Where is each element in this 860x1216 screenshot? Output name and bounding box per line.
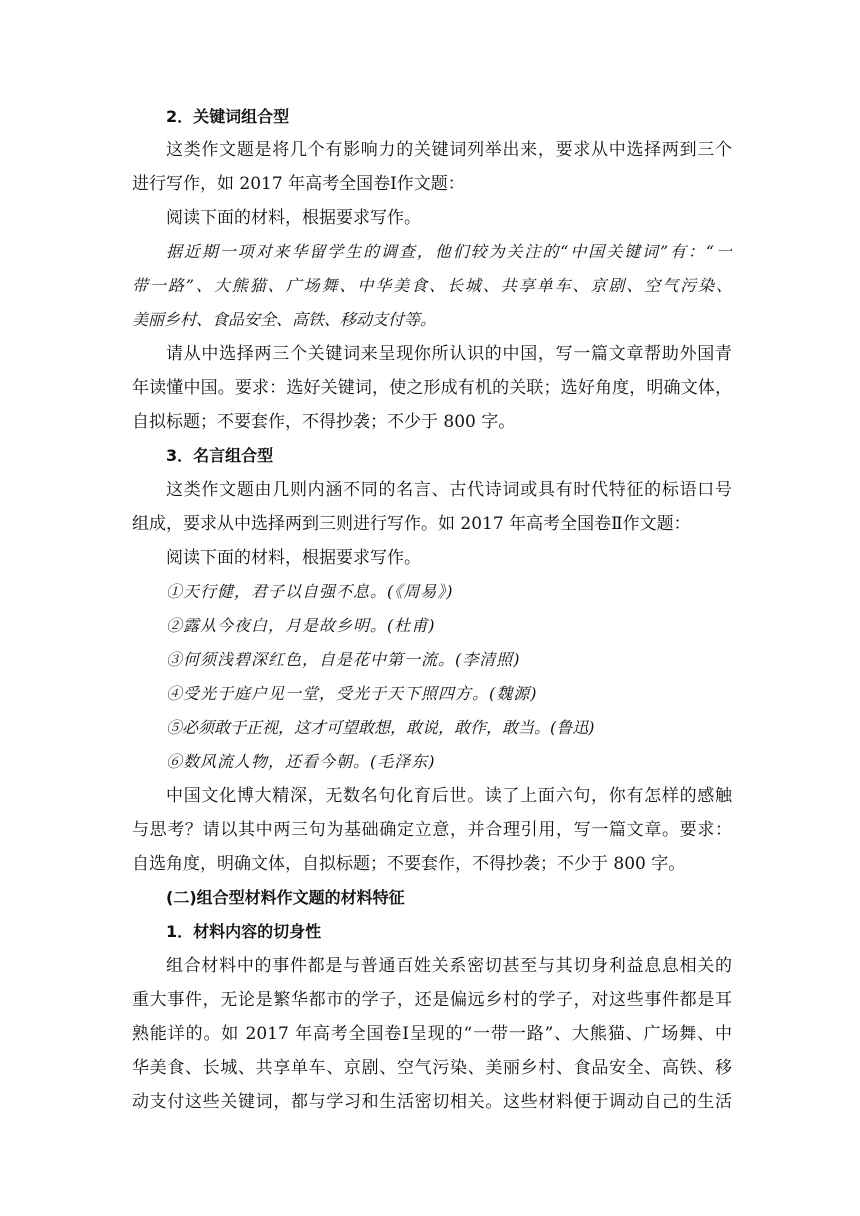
quote-item-2: ②露从今夜白，月是故乡明。(杜甫) bbox=[166, 616, 436, 635]
paragraph-line: 阅读下面的材料，根据要求写作。 bbox=[166, 208, 421, 228]
quote-item-4: ④受光于庭户见一堂，受光于天下照四方。(魏源) bbox=[166, 684, 538, 703]
section-heading-quote-combination: 3．名言组合型 bbox=[166, 446, 274, 465]
paragraph-line: 动支付这些关键词，都与学习和生活密切相关。这些材料便于调动自己的生活 bbox=[132, 1092, 732, 1112]
paragraph-line: 与思考？请以其中两三句为基础确定立意，并合理引用，写一篇文章。要求： bbox=[132, 820, 732, 840]
quote-item-3: ③何须浅碧深红色，自是花中第一流。(李清照) bbox=[166, 650, 521, 669]
paragraph-line: 中国文化博大精深，无数名句化育后世。读了上面六句，你有怎样的感触 bbox=[166, 786, 732, 806]
paragraph-line: 华美食、长城、共享单车、京剧、空气污染、美丽乡村、食品安全、高铁、移 bbox=[132, 1058, 732, 1078]
paragraph-line: 组成，要求从中选择两到三则进行写作。如 2017 年高考全国卷Ⅱ作文题： bbox=[132, 514, 691, 534]
section-heading-material-features: (二)组合型材料作文题的材料特征 bbox=[166, 888, 405, 907]
quote-item-5: ⑤必须敢于正视，这才可望敢想，敢说，敢作，敢当。(鲁迅) bbox=[166, 718, 595, 737]
material-quote-line: 带一路”、大熊猫、广场舞、中华美食、长城、共享单车、京剧、空气污染、 bbox=[132, 276, 732, 295]
section-heading-keyword-combination: 2．关键词组合型 bbox=[166, 107, 290, 126]
paragraph-line: 这类作文题是将几个有影响力的关键词列举出来，要求从中选择两到三个 bbox=[166, 140, 732, 160]
subsection-heading-relevance: 1．材料内容的切身性 bbox=[166, 922, 322, 941]
quote-item-1: ①天行健，君子以自强不息。(《周易》) bbox=[166, 582, 454, 601]
paragraph-line: 熟能详的。如 2017 年高考全国卷Ⅰ呈现的“一带一路”、大熊猫、广场舞、中 bbox=[132, 1024, 732, 1044]
paragraph-line: 这类作文题由几则内涵不同的名言、古代诗词或具有时代特征的标语口号 bbox=[166, 480, 732, 500]
paragraph-line: 请从中选择两三个关键词来呈现你所认识的中国，写一篇文章帮助外国青 bbox=[166, 344, 732, 364]
paragraph-line: 自选角度，明确文体，自拟标题；不要套作，不得抄袭；不少于 800 字。 bbox=[132, 854, 686, 874]
paragraph-line: 组合材料中的事件都是与普通百姓关系密切甚至与其切身利益息息相关的 bbox=[166, 956, 732, 976]
material-quote-line: 据近期一项对来华留学生的调查，他们较为关注的“中国关键词”有：“一 bbox=[166, 242, 732, 261]
paragraph-line: 自拟标题；不要套作，不得抄袭；不少于 800 字。 bbox=[132, 412, 516, 432]
quote-item-6: ⑥数风流人物，还看今朝。(毛泽东) bbox=[166, 752, 436, 771]
paragraph-line: 进行写作，如 2017 年高考全国卷Ⅰ作文题： bbox=[132, 174, 465, 194]
paragraph-line: 重大事件，无论是繁华都市的学子，还是偏远乡村的学子，对这些事件都是耳 bbox=[132, 990, 732, 1010]
paragraph-line: 阅读下面的材料，根据要求写作。 bbox=[166, 548, 421, 568]
paragraph-line: 年读懂中国。要求：选好关键词，使之形成有机的关联；选好角度，明确文体， bbox=[132, 378, 732, 398]
material-quote-line: 美丽乡村、食品安全、高铁、移动支付等。 bbox=[132, 310, 437, 329]
